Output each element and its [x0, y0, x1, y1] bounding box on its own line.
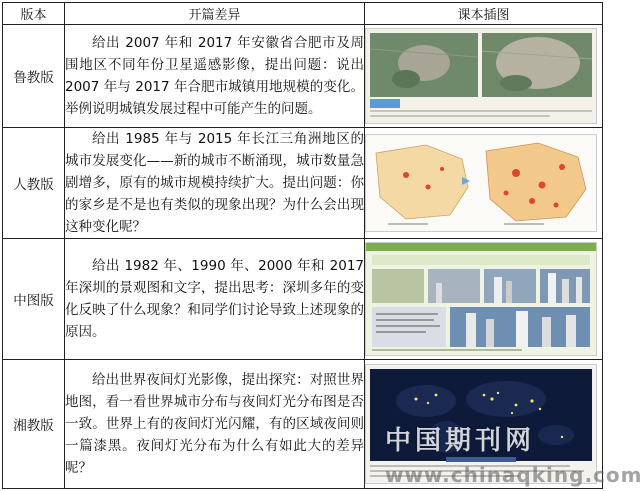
city-map-figure [365, 134, 597, 232]
comparison-table [2, 2, 603, 489]
description-text: 给出 2007 年和 2017 年安徽省合肥市及周围地区不同年份卫星遥感影像，提出问题：说出 2007 年与 2017 年合肥市城镇用地规模的变化。举例说明城镇发展过程中可能产生的问题。 [65, 35, 364, 117]
version-cell: 湘教版 [3, 360, 65, 489]
header-illustration: 课本插图 [365, 3, 603, 25]
version-cell: 鲁教版 [3, 25, 65, 128]
description-text: 给出世界夜间灯光影像，提出探究：对照世界地图，看一看世界城市分布与夜间灯光分布图是否一致。世界上有的夜间灯光闪耀，有的区域夜间则一篇漆黑。夜间灯光分布为什么有如此大的差异呢？ [65, 372, 364, 476]
description-text: 给出 1982 年、1990 年、2000 年和 2017 年深圳的景观图和文字，提出思考：深圳多年的变化反映了什么现象？和同学们讨论导致上述现象的原因。 [65, 258, 364, 340]
description-cell [65, 128, 365, 239]
city-photos-svg [366, 243, 596, 355]
satellite-images-svg [366, 29, 596, 123]
illustration-cell [365, 239, 603, 360]
description-text: 给出 1985 年与 2015 年长江三角洲地区的城市发展变化——新的城市不断涌现，城市数量急剧增多，原有的城市规模持续扩大。提出问题：你的家乡是不是也有类似的现象出现？为什么会出现这种变化呢？ [65, 131, 364, 235]
description-cell [65, 239, 365, 360]
header-version: 版本 [3, 3, 65, 25]
city-maps-svg [366, 135, 596, 231]
version-cell: 中图版 [3, 239, 65, 360]
table-row [3, 128, 603, 239]
description-cell [65, 25, 365, 128]
illustration-cell [365, 128, 603, 239]
version-cell: 人教版 [3, 128, 65, 239]
satellite-image-figure [365, 28, 597, 124]
city-photo-figure [365, 242, 597, 356]
header-difference: 开篇差异 [65, 3, 365, 25]
table-row [3, 239, 603, 360]
table-row [3, 25, 603, 128]
watermark-url: www.chinaqking.com [385, 463, 643, 487]
watermark-text: 中国期刊网 [385, 426, 536, 456]
header-row [3, 3, 603, 25]
description-cell [65, 360, 365, 489]
illustration-cell [365, 25, 603, 128]
